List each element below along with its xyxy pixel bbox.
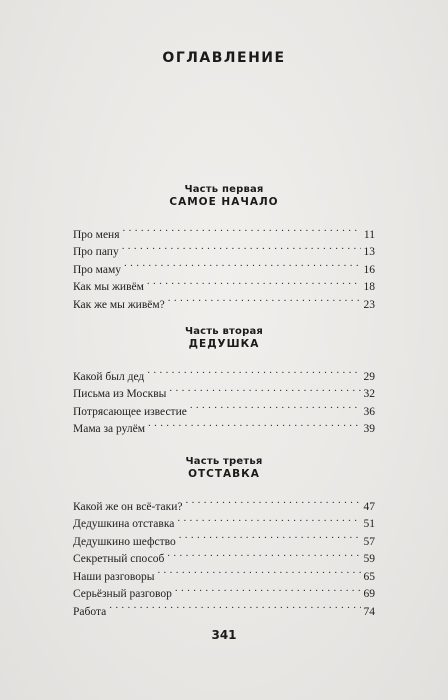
dot-leader xyxy=(124,255,360,273)
entry-title: Наши разговоры xyxy=(73,570,155,583)
toc-entry-list xyxy=(73,220,375,311)
page-title: ОГЛАВЛЕНИЕ xyxy=(162,50,286,66)
entry-page-number: 74 xyxy=(363,605,375,618)
entry-page-number: 13 xyxy=(363,246,375,258)
dot-leader xyxy=(168,290,361,308)
entry-page-number: 16 xyxy=(363,263,375,276)
toc-entry[interactable] xyxy=(73,597,375,618)
entry-title: Какой был дед xyxy=(73,370,145,383)
dot-leader xyxy=(167,545,360,563)
entry-page-number: 29 xyxy=(363,370,375,383)
entry-page-number: 65 xyxy=(363,570,375,583)
entry-title: Про папу xyxy=(73,246,119,258)
dot-leader xyxy=(148,415,361,433)
part-label: Часть вторая xyxy=(184,326,264,337)
part-section xyxy=(73,325,375,435)
dot-leader xyxy=(123,220,361,238)
toc-entry[interactable] xyxy=(73,362,375,383)
entry-page-number: 57 xyxy=(363,535,375,548)
toc-entry[interactable] xyxy=(73,220,375,241)
dot-leader xyxy=(190,397,361,415)
entry-title: Письма из Москвы xyxy=(73,388,167,400)
part-section xyxy=(73,455,375,618)
entry-page-number: 69 xyxy=(363,588,375,600)
part-name: ОТСТАВКА xyxy=(188,468,260,480)
dot-leader xyxy=(169,380,360,398)
part-section xyxy=(73,183,375,311)
dot-leader xyxy=(109,597,360,615)
part-label: Часть первая xyxy=(184,184,264,195)
toc-entry-list xyxy=(73,362,375,435)
dot-leader xyxy=(175,580,361,598)
entry-page-number: 47 xyxy=(363,500,375,513)
part-label: Часть третья xyxy=(185,456,263,467)
toc-entry-list xyxy=(73,492,375,618)
entry-page-number: 32 xyxy=(363,388,375,400)
entry-title: Какой же он всё-таки? xyxy=(73,500,183,513)
dot-leader xyxy=(177,510,360,528)
entry-page-number: 59 xyxy=(363,553,375,565)
part-heading xyxy=(73,183,375,209)
dot-leader xyxy=(179,527,361,545)
entry-title: Мама за рулём xyxy=(73,423,145,435)
entry-title: Серьёзный разговор xyxy=(73,588,172,600)
dot-leader xyxy=(157,562,360,580)
part-heading xyxy=(73,455,375,481)
entry-title: Про меня xyxy=(73,228,120,241)
entry-page-number: 39 xyxy=(363,423,375,435)
dot-leader xyxy=(147,273,361,291)
entry-title: Дедушкино шефство xyxy=(73,535,176,548)
entry-title: Дедушкина отставка xyxy=(73,518,175,530)
dot-leader xyxy=(122,238,361,256)
part-heading xyxy=(73,325,375,351)
dot-leader xyxy=(185,492,360,510)
entry-title: Про маму xyxy=(73,263,122,276)
entry-title: Потрясающее известие xyxy=(73,405,187,418)
entry-title: Как же мы живём? xyxy=(73,298,165,311)
entry-title: Секретный способ xyxy=(73,553,165,565)
entry-page-number: 23 xyxy=(363,298,375,311)
entry-page-number: 36 xyxy=(363,405,375,418)
entry-title: Работа xyxy=(73,605,107,618)
part-name: ДЕДУШКА xyxy=(188,338,260,350)
page-number: 341 xyxy=(211,628,237,642)
entry-title: Как мы живём xyxy=(73,281,144,293)
part-name: САМОЕ НАЧАЛО xyxy=(169,196,279,208)
entry-page-number: 11 xyxy=(363,228,375,241)
entry-page-number: 18 xyxy=(363,281,375,293)
entry-page-number: 51 xyxy=(363,518,375,530)
dot-leader xyxy=(147,362,360,380)
toc-entry[interactable] xyxy=(73,492,375,513)
